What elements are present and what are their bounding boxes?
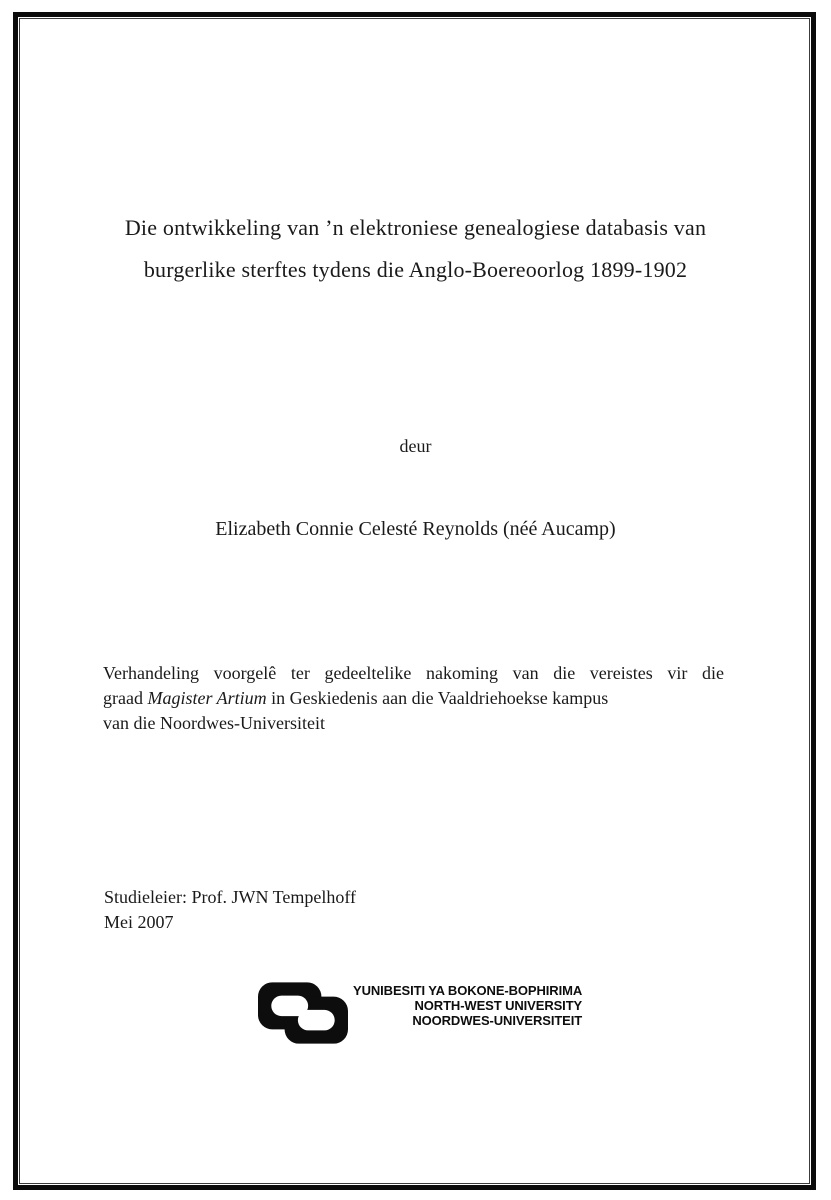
supervisor-line: Studieleier: Prof. JWN Tempelhoff <box>104 887 357 907</box>
interlocked-links-icon <box>258 982 348 1044</box>
degree-statement-line-2-suffix: in Geskiedenis aan die Vaaldriehoekse kampus <box>266 688 609 708</box>
degree-statement-line-3: van die Noordwes-Universiteit <box>103 713 325 733</box>
degree-statement-line-1: Verhandeling voorgelê ter gedeeltelike nakoming van die vereistes vir die <box>103 663 724 683</box>
degree-statement-line-2-prefix: graad <box>103 688 148 708</box>
author-name: Elizabeth Connie Celesté Reynolds (néé Aucamp) <box>215 518 616 540</box>
thesis-title-line-1: Die ontwikkeling van ’n elektroniese genealogiese databasis van <box>124 215 707 240</box>
degree-statement <box>103 661 724 736</box>
degree-name-italic: Magister Artium <box>147 688 267 708</box>
date-line: Mei 2007 <box>104 912 174 932</box>
thesis-title-line-2: burgerlike sterftes tydens die Anglo-Boereoorlog 1899-1902 <box>143 257 688 282</box>
university-name-english: NORTH-WEST UNIVERSITY <box>414 998 583 1013</box>
supervisor-block <box>104 885 356 935</box>
university-name-setswana: YUNIBESITI YA BOKONE-BOPHIRIMA <box>353 983 583 998</box>
university-logo-text <box>353 982 582 1028</box>
byline-label: deur <box>399 436 432 456</box>
university-name-afrikaans: NOORDWES-UNIVERSITEIT <box>412 1013 583 1028</box>
thesis-title <box>0 207 831 291</box>
degree-statement-line-2 <box>103 686 724 711</box>
university-logo <box>258 982 582 1044</box>
